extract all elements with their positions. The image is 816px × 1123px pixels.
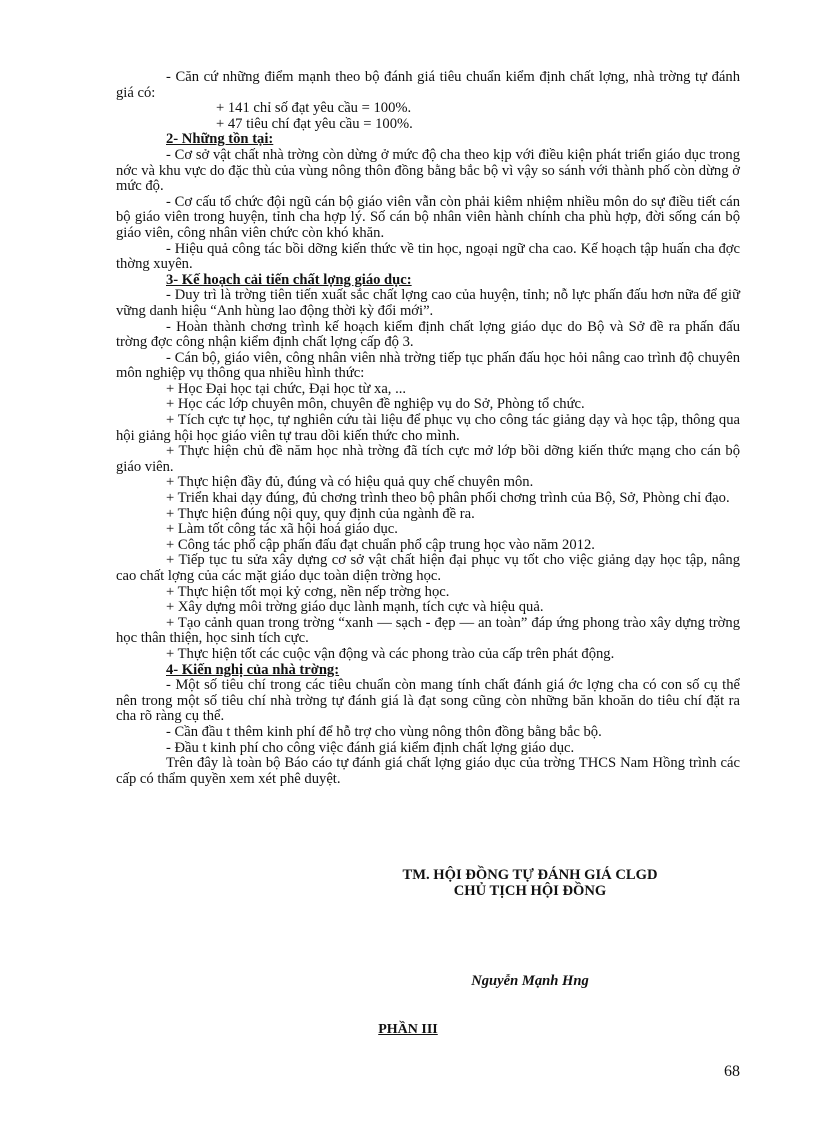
- paragraph: - Hiệu quả công tác bồi dỡng kiến thức về tin học, ngoại ngữ cha cao. Kế hoạch tập huấn cha đợc thờng xuyên.: [116, 240, 740, 273]
- paragraph: + Thực hiện tốt mọi kỷ cơng, nền nếp trờng học.: [166, 583, 450, 600]
- paragraph: - Căn cứ những điểm mạnh theo bộ đánh giá tiêu chuẩn kiểm định chất lợng, nhà trờng tự đánh giá có:: [116, 69, 740, 101]
- paragraph: - Cán bộ, giáo viên, công nhân viên nhà trờng tiếp tục phấn đấu học hỏi nâng cao trình độ chuyên môn nghiệp vụ thông qua nhiều hình thức:: [116, 349, 740, 382]
- paragraph: + Công tác phổ cập phấn đấu đạt chuẩn phổ cập trung học vào năm 2012.: [166, 536, 595, 553]
- signature-role: CHỦ TỊCH HỘI ĐỒNG: [453, 883, 607, 899]
- signature-title: TM. HỘI ĐỒNG TỰ ĐÁNH GIÁ CLGD: [402, 867, 658, 883]
- paragraph: - Duy trì là trờng tiên tiến xuất sắc chất lợng cao của huyện, tỉnh; nỗ lực phấn đấu hơn nữa để giữ vững danh hiệu “Anh hùng lao động thời kỳ đổi mới”.: [116, 287, 740, 319]
- paragraph: + Xây dựng môi trờng giáo dục lành mạnh, tích cực và hiệu quả.: [166, 599, 544, 616]
- paragraph: - Cơ sở vật chất nhà trờng còn dừng ở mức độ cha theo kịp với điều kiện phát triển giáo dục trong nớc và khu vực do đặc thù của vùng nông thôn đồng bằng bắc bộ vì vậy so sánh với thành phố còn dừng ở mức độ.: [116, 146, 740, 195]
- paragraph: + Học Đại học tại chức, Đại học từ xa, ...: [166, 380, 407, 397]
- paragraph: - Một số tiêu chí trong các tiêu chuẩn còn mang tính chất đánh giá ớc lợng cha có con số cụ thể nên trong một số tiêu chí nhà trờng tự đánh giá là đạt song cũng còn những băn khoăn do tiêu chí đặt ra cha rõ ràng cụ thể.: [116, 677, 740, 725]
- paragraph: + Triển khai dạy đúng, đủ chơng trình theo bộ phân phối chơng trình của Bộ, Sở, Phòng chỉ đạo.: [166, 490, 730, 507]
- paragraph: + Thực hiện chủ đề năm học nhà trờng đã tích cực mở lớp bồi dỡng kiến thức mạng cho cán bộ giáo viên.: [116, 443, 740, 475]
- paragraph: Trên đây là toàn bộ Báo cáo tự đánh giá chất lợng giáo dục của trờng THCS Nam Hồng trình các cấp có thẩm quyền xem xét phê duyệt.: [116, 755, 740, 787]
- report-body: [116, 70, 740, 787]
- paragraph: + Làm tốt công tác xã hội hoá giáo dục.: [166, 521, 398, 538]
- paragraph: + Thực hiện đầy đủ, đúng và có hiệu quả quy chế chuyên môn.: [166, 474, 534, 491]
- paragraph: - Đầu t kinh phí cho công việc đánh giá kiểm định chất lợng giáo dục.: [166, 739, 575, 756]
- section-heading: 3- Kế hoạch cải tiến chất lợng giáo dục:: [166, 271, 412, 288]
- paragraph: + 141 chỉ số đạt yêu cầu = 100%.: [216, 100, 412, 117]
- signatory-name: Nguyễn Mạnh Hng: [471, 973, 589, 989]
- paragraph: - Cơ cấu tổ chức đội ngũ cán bộ giáo viên vẫn còn phải kiêm nhiệm nhiều môn do sự điều tiết cán bộ giáo viên trong huyện, tỉnh cha hợp lý. Số cán bộ nhân viên hành chính cha phù hợp, đời sống cán bộ giáo viên, công nhân viên chức còn khó khăn.: [116, 193, 740, 241]
- part-heading: PHẦN III: [378, 1022, 438, 1037]
- section-heading: 2- Những tồn tại:: [166, 131, 274, 148]
- paragraph: + Tạo cảnh quan trong trờng “xanh — sạch - đẹp — an toàn” đáp ứng phong trào xây dựng trờng học thân thiện, học sinh tích cực.: [116, 614, 740, 647]
- page-number: 68: [724, 1063, 740, 1080]
- paragraph: + Thực hiện đúng nội quy, quy định của ngành đề ra.: [166, 505, 475, 522]
- paragraph: + Tích cực tự học, tự nghiên cứu tài liệu để phục vụ cho công tác giảng dạy và học tập, thông qua hội giảng hội học giáo viên tự trau dồi kiến thức cho mình.: [116, 412, 740, 444]
- paragraph: - Hoàn thành chơng trình kế hoạch kiểm định chất lợng giáo dục do Bộ và Sở đề ra phấn đấu trờng đợc công nhận kiểm định chất lợng cấp độ 3.: [116, 318, 740, 351]
- paragraph: + Thực hiện tốt các cuộc vận động và các phong trào của cấp trên phát động.: [166, 645, 615, 662]
- section-heading: 4- Kiến nghị của nhà trờng:: [166, 661, 340, 678]
- paragraph: + 47 tiêu chí đạt yêu cầu = 100%.: [216, 115, 413, 132]
- paragraph: - Cần đầu t thêm kinh phí để hỗ trợ cho vùng nông thôn đồng bằng bắc bộ.: [166, 723, 602, 740]
- paragraph: + Tiếp tục tu sửa xây dựng cơ sở vật chất hiện đại phục vụ tốt cho việc giảng dạy học tập, nâng cao chất lợng của các mặt giáo dục toàn diện trờng học.: [116, 552, 740, 584]
- paragraph: + Học các lớp chuyên môn, chuyên đề nghiệp vụ do Sở, Phòng tổ chức.: [166, 396, 585, 413]
